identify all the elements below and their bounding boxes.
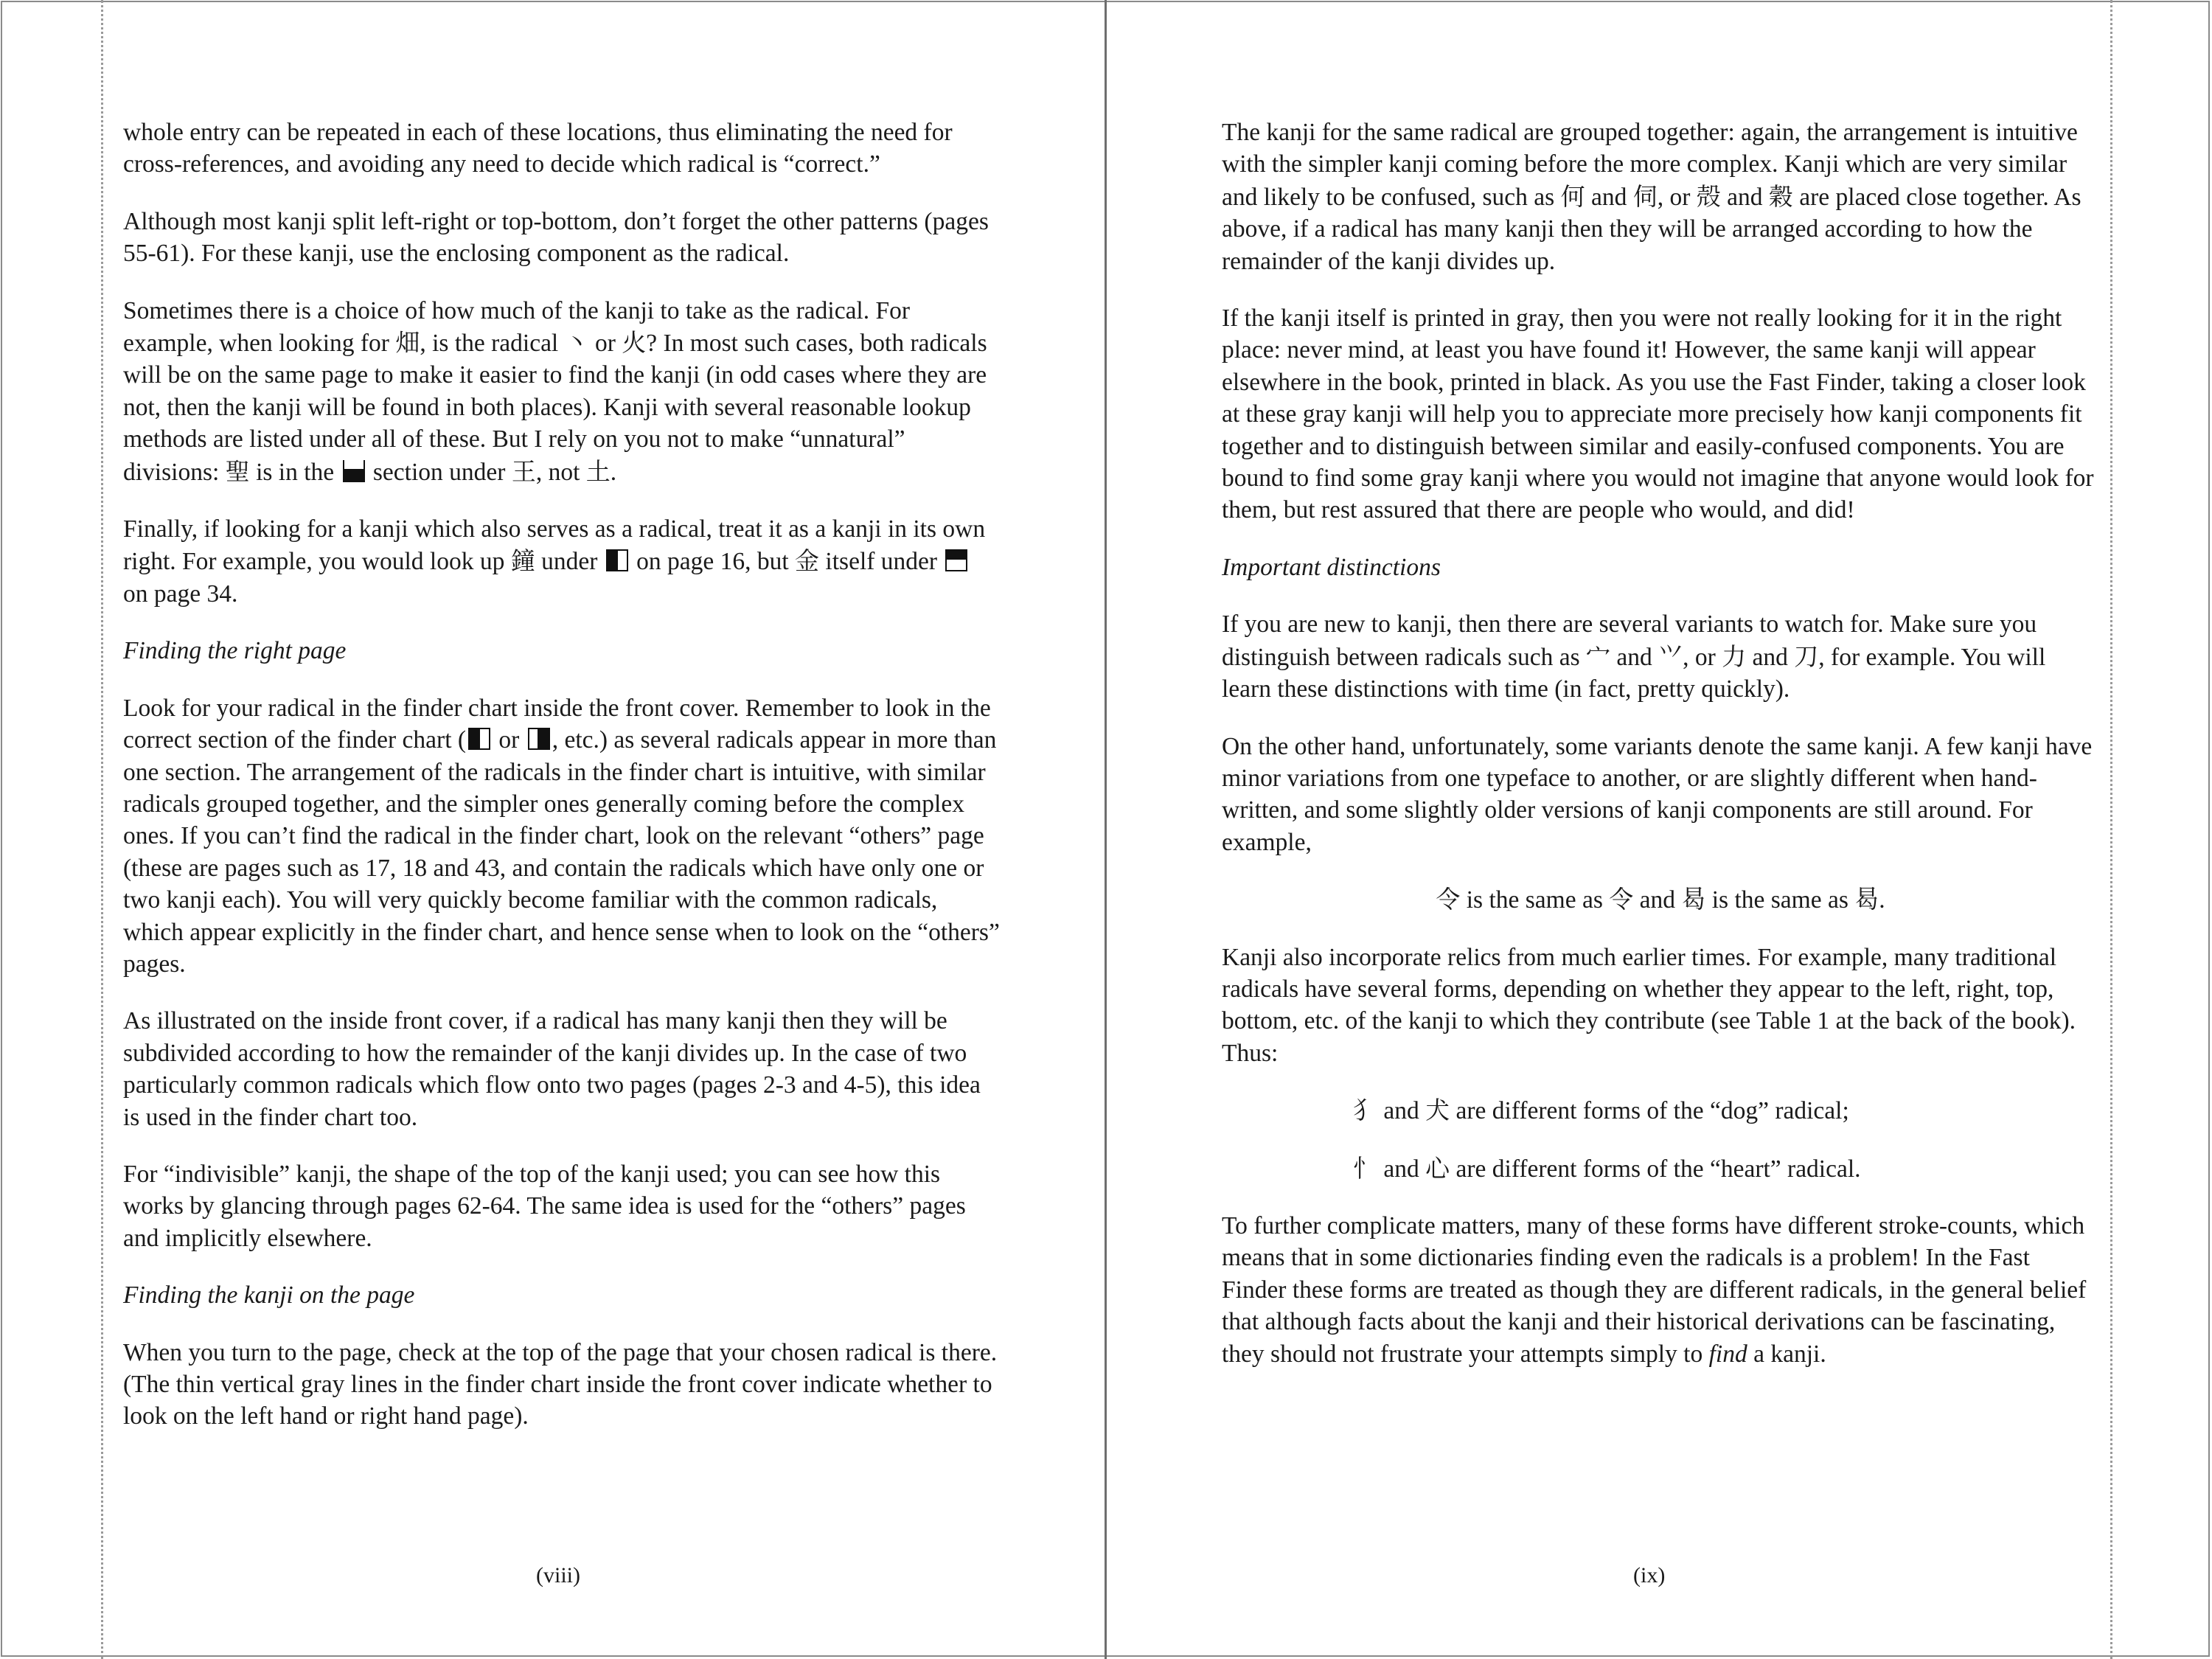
left-trim-line (101, 0, 103, 1659)
kanji: 何 (1560, 181, 1585, 211)
section-heading: Finding the kanji on the page (123, 1281, 415, 1310)
paragraph: On the other hand, unfortunately, some variants denote the same kanji. A few kanji have minor variations from one typeface to another, or are slightly different when hand-written, and some slightly older versions of kanji components are still around. For example, (1222, 732, 2093, 856)
left-section-icon (468, 728, 490, 750)
paragraph: Although most kanji split left-right or top-bottom, don’t forget the other patterns (pages 55-61). For these kanji, use the enclosing component as the radical. (123, 207, 989, 268)
kanji: 忄 (1353, 1153, 1377, 1183)
paragraph: To further complicate matters, many of these forms have different stroke-counts, which means that in some dictionaries finding even the radicals is a problem! In the Fast Finder these forms are treated as though they are different radicals, in the general belief that although facts about the kanji and their historical derivations can be fascinating, they should not frustrate your attempts simply to find a kanji. (1222, 1211, 2087, 1368)
top-section-icon (945, 549, 967, 571)
kanji: 刀 (1794, 641, 1819, 671)
right-page (1222, 116, 2099, 1395)
example-line: 犭 and 犬 are different forms of the “dog” radical; (1353, 1096, 1849, 1125)
kanji: 金 (795, 546, 820, 576)
kanji: 力 (1722, 641, 1747, 671)
left-section-icon (606, 549, 628, 571)
right-section-icon (528, 728, 550, 750)
kanji: ⺍ (1658, 641, 1683, 671)
kanji: 犬 (1425, 1096, 1450, 1125)
paragraph: Sometimes there is a choice of how much of the kanji to take as the radical. For example, when looking for 畑, is the radical 丶 or 火? In most such cases, both radicals will be on the same page to make it easier to find the kanji (in odd cases where they are not, then the kanji will be found in both places). Kanji with several reasonable lookup methods are listed under all of these. But I rely on you not to make “unnatural” divisions: 聖 is in the section under 王, not 土. (123, 296, 987, 486)
kanji: 曷 (1681, 885, 1706, 914)
kanji: 曷 (1854, 885, 1879, 914)
page-number: (ix) (1633, 1563, 1666, 1587)
paragraph: The kanji for the same radical are grouped together: again, the arrangement is intuitive with the simpler kanji coming before the more complex. Kanji which are very similar and likely to be confused, such as 何 and 伺, or 殻 and 穀 are placed close together. As above, if a radical has many kanji then they will be arranged according to how the remainder of the kanji divides up. (1222, 119, 2081, 275)
example-line: 令 is the same as 令 and 曷 is the same as 曷. (1436, 885, 1885, 914)
kanji: 伺 (1632, 181, 1658, 211)
kanji: 鐘 (510, 546, 535, 576)
kanji: 殻 (1696, 181, 1721, 211)
paragraph: Look for your radical in the finder chart inside the front cover. Remember to look in the correct section of the finder chart ( or , etc.) as several radicals appear in more than one section. The arrangement of the radicals in the finder chart is intuitive, with similar radicals grouped together, and the simpler ones generally coming before the complex ones. If you can’t find the radical in the finder chart, look on the relevant “others” page (these are pages such as 17, 18 and 43, and contain the radicals which have only one or two kanji each). You will very quickly become familiar with the common radicals, which appear explicitly in the finder chart, and hence sense when to look on the “others” pages. (123, 694, 1000, 978)
paragraph: When you turn to the page, check at the top of the page that your chosen radical is there. (The thin vertical gray lines in the finder chart inside the front cover indicate whether to look on the left hand or right hand page). (123, 1338, 998, 1430)
kanji: 丶 (564, 328, 589, 358)
left-page (123, 116, 1001, 1458)
paragraph: Kanji also incorporate relics from much earlier times. For example, many traditional radicals have several forms, depending on whether they appear to the left, right, top, bottom, etc. of the kanji to which they contribute (see Table 1 at the back of the book). Thus: (1222, 943, 2076, 1067)
example-line: 忄 and 心 are different forms of the “heart” radical. (1353, 1153, 1861, 1183)
kanji: 犭 (1353, 1096, 1377, 1125)
book-spine (1105, 0, 1107, 1659)
paragraph: If you are new to kanji, then there are several variants to watch for. Make sure you distinguish between radicals such as 宀 and ⺍, or 力 and 刀, for example. You will learn these distinctions with time (in fact, pretty quickly). (1222, 611, 2046, 703)
kanji: 令 (1609, 885, 1634, 914)
paragraph: Finally, if looking for a kanji which also serves as a radical, treat it as a kanji in its own right. For example, you would look up 鐘 under on page 16, but 金 itself under on page 34. (123, 515, 986, 608)
kanji: 聖 (225, 456, 250, 486)
kanji: 畑 (395, 328, 420, 358)
section-heading: Finding the right page (123, 637, 347, 665)
kanji: 心 (1425, 1153, 1450, 1183)
kanji: 土 (585, 456, 611, 486)
section-heading: Important distinctions (1222, 553, 1441, 581)
page-number: (viii) (536, 1563, 580, 1587)
bottom-section-icon (343, 460, 365, 482)
kanji: 穀 (1768, 181, 1793, 211)
kanji: 令 (1436, 885, 1461, 914)
emphasis: find (1708, 1340, 1747, 1368)
paragraph: For “indivisible” kanji, the shape of the top of the kanji used; you can see how this works by glancing through pages 62-64. The same idea is used for the “others” pages and implicitly elsewhere. (123, 1160, 966, 1252)
paragraph: If the kanji itself is printed in gray, then you were not really looking for it in the right place: never mind, at least you have found it! However, the same kanji will appear elsewhere in the book, printed in black. As you use the Fast Finder, taking a closer look at these gray kanji will help you to appreciate more precisely how kanji components fit together and to distinguish between similar and easily-confused components. You are bound to find some gray kanji where you would not imagine that anyone would look for them, but rest assured that there are people who would, and did! (1222, 305, 2094, 524)
paragraph: whole entry can be repeated in each of these locations, thus eliminating the need for cross-references, and avoiding any need to decide which radical is “correct.” (123, 119, 953, 178)
kanji: 火 (622, 328, 647, 358)
paragraph: As illustrated on the inside front cover, if a radical has many kanji then they will be subdivided according to how the remainder of the kanji divides up. In the case of two particularly common radicals which flow onto two pages (pages 2-3 and 4-5), this idea is used in the finder chart too. (123, 1007, 981, 1131)
kanji: 王 (511, 456, 536, 486)
kanji: 宀 (1586, 641, 1611, 671)
right-trim-line (2110, 0, 2112, 1659)
